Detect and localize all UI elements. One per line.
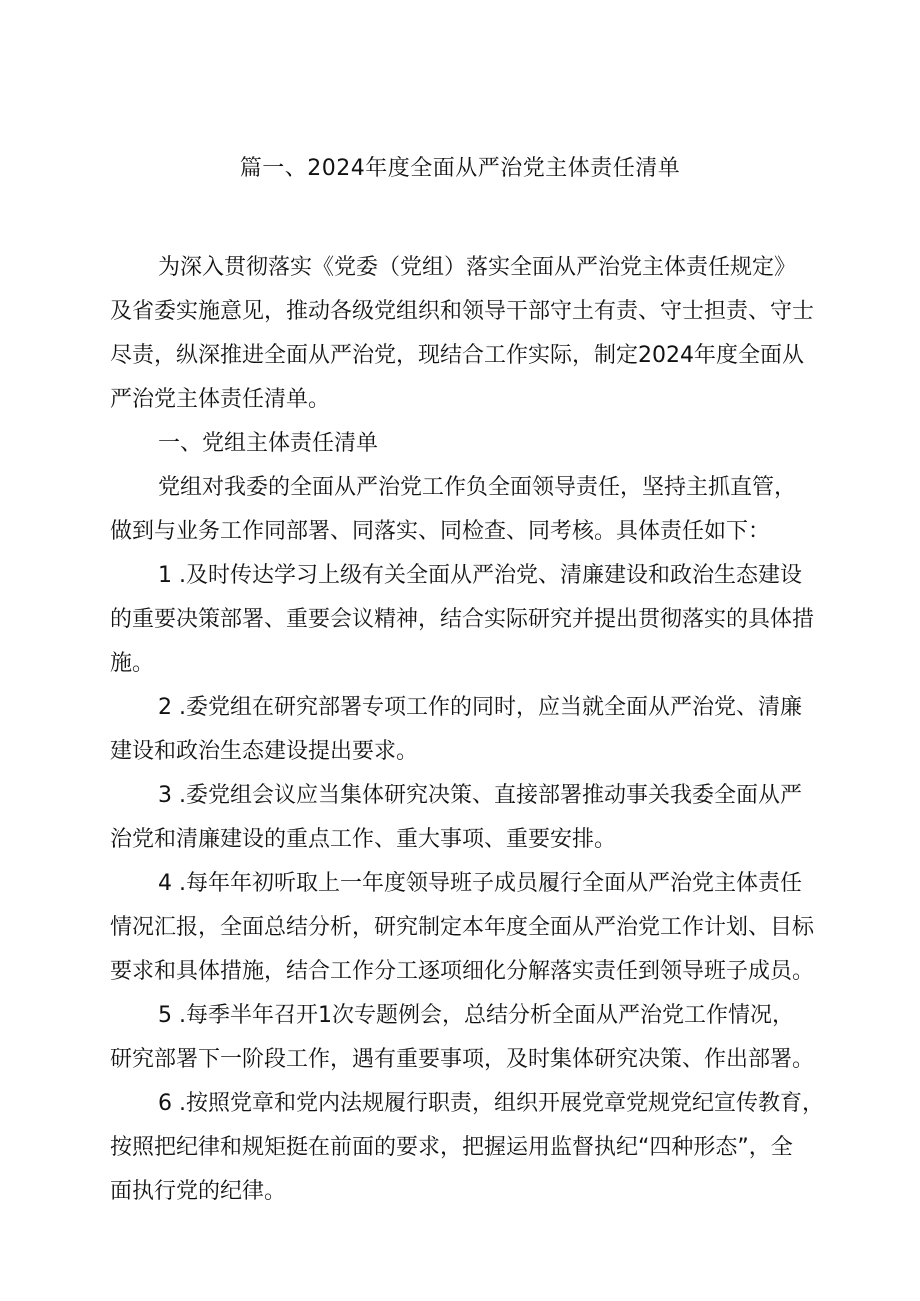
item-6-line-3: 面执行党的纪律。 [110,1179,287,1204]
item-6-line-2: 按照把纪律和规矩挺在前面的要求，把握运用监督执纪“四种形态”，全 [110,1135,793,1160]
paragraph-intro-line-2: 及省委实施意见，推动各级党组织和领导干部守土有责、守士担责、守士 [110,299,815,324]
item-2-line-1: 2 .委党组在研究部署专项工作的同时，应当就全面从严治党、清廉 [158,695,802,720]
section-heading: 一、党组主体责任清单 [158,431,379,456]
paragraph-intro-line-4: 严治党主体责任清单。 [110,387,331,412]
item-4-line-1: 4 .每年年初听取上一年度领导班子成员履行全面从严治党主体责任 [158,871,802,896]
item-4-line-2: 情况汇报，全面总结分析，研究制定本年度全面从严治党工作计划、目标 [110,915,815,940]
item-5-line-2: 研究部署下一阶段工作，遇有重要事项，及时集体研究决策、作出部署。 [110,1047,815,1072]
item-1-line-3: 施。 [110,651,155,676]
document-title: 篇一、2024年度全面从严治党主体责任清单 [239,156,681,181]
item-1-line-1: 1 .及时传达学习上级有关全面从严治党、清廉建设和政治生态建设 [158,563,802,588]
paragraph-section-line-1: 党组对我委的全面从严治党工作负全面领导责任，坚持主抓直管， [158,475,797,500]
paragraph-intro-line-1: 为深入贯彻落实《党委（党组）落实全面从严治党主体责任规定》 [158,255,797,280]
paragraph-section-line-2: 做到与业务工作同部署、同落实、同检查、同考核。具体责任如下： [110,519,771,544]
paragraph-intro-line-3: 尽责，纵深推进全面从严治党，现结合工作实际，制定2024年度全面从 [110,343,804,368]
item-6-line-1: 6 .按照党章和党内法规履行职责，组织开展党章党规党纪宣传教育， [158,1091,824,1116]
item-1-line-2: 的重要决策部署、重要会议精神，结合实际研究并提出贯彻落实的具体措 [110,607,815,632]
item-3-line-1: 3 .委党组会议应当集体研究决策、直接部署推动事关我委全面从严 [158,783,802,808]
item-3-line-2: 治党和清廉建设的重点工作、重大事项、重要安排。 [110,827,617,852]
item-4-line-3: 要求和具体措施，结合工作分工逐项细化分解落实责任到领导班子成员。 [110,959,815,984]
item-5-line-1: 5 .每季半年召开1次专题例会，总结分析全面从严治党工作情况， [158,1003,794,1028]
item-2-line-2: 建设和政治生态建设提出要求。 [110,739,419,764]
